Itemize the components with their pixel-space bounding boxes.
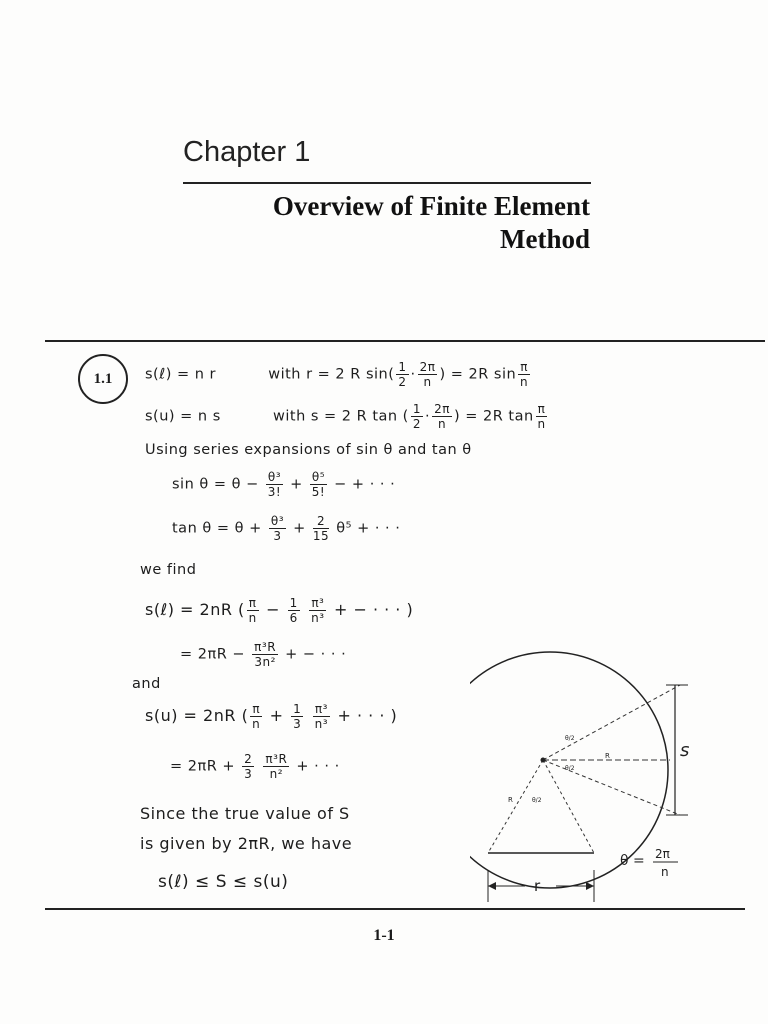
eq-10-tail: + · · · ): [337, 706, 398, 725]
frac-2-3: $\frac{2}{3}$: [244, 752, 253, 781]
frac-pi-n-10: $\frac{\pi}{n}$: [252, 702, 261, 731]
frac-half-1: $\frac{1}{2}$: [398, 360, 407, 389]
eq-line-9: and: [132, 676, 161, 692]
eq-line-10: s(u) = 2nR ( $\frac{\pi}{n}$ + $\frac{1}{3}$ $\frac{\text{π³}}{\text{n³}}$ + · · · ): [145, 702, 398, 731]
eq-line-14: s(ℓ) ≤ S ≤ s(u): [158, 872, 289, 892]
page-number: 1-1: [373, 927, 395, 944]
eq-10-lhs: s(u) = 2nR (: [145, 706, 249, 725]
eq-line-8: [180, 640, 346, 669]
frac-theta3-3: $\frac{\text{θ³}}{3}$: [270, 514, 285, 543]
half-theta-3: θ/2: [532, 797, 542, 804]
frac-2pi-n-2: $\frac{2\pi}{n}$: [434, 402, 450, 431]
section-bottom-rule: [45, 908, 745, 910]
eq-2-with: with s = 2 R tan (: [273, 408, 409, 425]
half-theta-1: θ/2: [565, 735, 575, 742]
frac-pi3-n3-7: $\frac{\text{π³}}{\text{n³}}$: [311, 596, 325, 625]
frac-pi3-n3-10: $\frac{\text{π³}}{\text{n³}}$: [314, 702, 329, 731]
eq-line-6: we find: [140, 562, 197, 578]
frac-1-6: $\frac{1}{6}$: [289, 596, 298, 625]
eq-2-tail: ) = 2R tan: [453, 408, 534, 425]
chapter-label: Chapter 1: [183, 136, 311, 168]
chapter-title-line1: Overview of Finite Element: [272, 191, 590, 221]
frac-half-2: $\frac{1}{2}$: [412, 402, 421, 431]
section-top-rule: [45, 340, 765, 342]
eq-line-7: s(ℓ) = 2nR ( $\frac{\pi}{n}$ − $\frac{1}{6}$ $\frac{\text{π³}}{\text{n³}}$ + − · · · ): [145, 596, 414, 625]
eq-line-12: Since the true value of S: [140, 804, 350, 823]
eq-5-tail: θ⁵ + · · ·: [336, 520, 401, 537]
eq-line-4: sin θ = θ − $\frac{\text{θ³}}{3!}$ + $\frac{\text{θ⁵}}{5!}$ − + · · ·: [172, 470, 396, 499]
frac-pi3R-n2: $\frac{\text{π³R}}{\text{n²}}$: [265, 752, 288, 781]
frac-2pi-n-1: $\frac{2\pi}{n}$: [419, 360, 436, 389]
eq-11-tail: + · · ·: [296, 758, 340, 775]
eq-4-tail: − + · · ·: [334, 476, 396, 493]
R-label-2: R: [508, 796, 513, 804]
frac-pi-n-1: $\frac{\pi}{n}$: [520, 360, 529, 389]
chapter-title: [273, 190, 590, 256]
center-point: [541, 758, 546, 763]
eq-7-tail: + − · · · ): [333, 600, 414, 619]
r-arrowhead-right: [586, 882, 594, 890]
half-theta-2: θ/2: [565, 765, 575, 772]
s-label: s: [680, 740, 690, 761]
tangent-top: [543, 685, 680, 760]
eq-4-lhs: sin θ = θ −: [172, 476, 259, 493]
eq-5-lhs: tan θ = θ +: [172, 520, 262, 537]
frac-2-15: $\frac{2}{15}$: [312, 514, 330, 543]
tangent-bottom: [543, 760, 680, 815]
eq-11-lhs: = 2πR +: [170, 758, 236, 775]
eq-1-lhs: s(ℓ) = n r: [145, 366, 216, 383]
r-arrowhead-left: [488, 882, 496, 890]
polygon-circle-diagram: [470, 640, 730, 910]
radius-left: [488, 760, 543, 853]
theta-frac-num: 2π: [655, 847, 670, 861]
eq-8-tail: + − · · ·: [285, 646, 347, 663]
radius-right: [543, 760, 594, 853]
problem-number: 1.1: [93, 370, 113, 387]
eq-line-13: is given by 2πR, we have: [140, 834, 353, 853]
eq-line-5: tan θ = θ + $\frac{\text{θ³}}{3}$ + $\frac{2}{15}$ θ⁵ + · · ·: [172, 514, 401, 543]
chapter-title-line2: Method: [500, 224, 590, 254]
problem-number-badge: [78, 354, 128, 404]
theta-frac-den: n: [661, 865, 669, 879]
frac-1-3: $\frac{1}{3}$: [293, 702, 302, 731]
R-label-1: R: [605, 752, 610, 760]
eq-2-lhs: s(u) = n s: [145, 408, 221, 425]
frac-pi3R-3n2: $\frac{\text{π³R}}{\text{3n²}}$: [254, 640, 277, 669]
frac-theta5-5fact: $\frac{\text{θ⁵}}{5!}$: [311, 470, 326, 499]
eq-8-lhs: = 2πR −: [180, 646, 246, 663]
eq-line-1: s(ℓ) = n r with r = 2 R sin( $\frac{1}{2}$ · $\frac{2\pi}{n}$ ) = 2R sin $\frac{\pi}{n}$: [145, 360, 529, 389]
eq-line-3: Using series expansions of sin θ and tan θ: [145, 442, 472, 458]
r-label: r: [534, 877, 541, 895]
eq-1-tail: ) = 2R sin: [439, 366, 517, 383]
frac-theta3-3fact: $\frac{\text{θ³}}{3!}$: [267, 470, 282, 499]
eq-1-with: with r = 2 R sin(: [268, 366, 395, 383]
chapter-rule: [183, 182, 591, 184]
eq-line-2: s(u) = n s with s = 2 R tan ( $\frac{1}{2}$ · $\frac{2\pi}{n}$ ) = 2R tan $\frac{\pi}{n}$: [145, 402, 546, 431]
eq-7-lhs: s(ℓ) = 2nR (: [145, 600, 245, 619]
eq-line-11: [170, 752, 340, 781]
frac-pi-n-7: $\frac{\pi}{n}$: [248, 596, 257, 625]
frac-pi-n-2: $\frac{\pi}{n}$: [537, 402, 546, 431]
theta-label: θ =: [620, 853, 645, 869]
